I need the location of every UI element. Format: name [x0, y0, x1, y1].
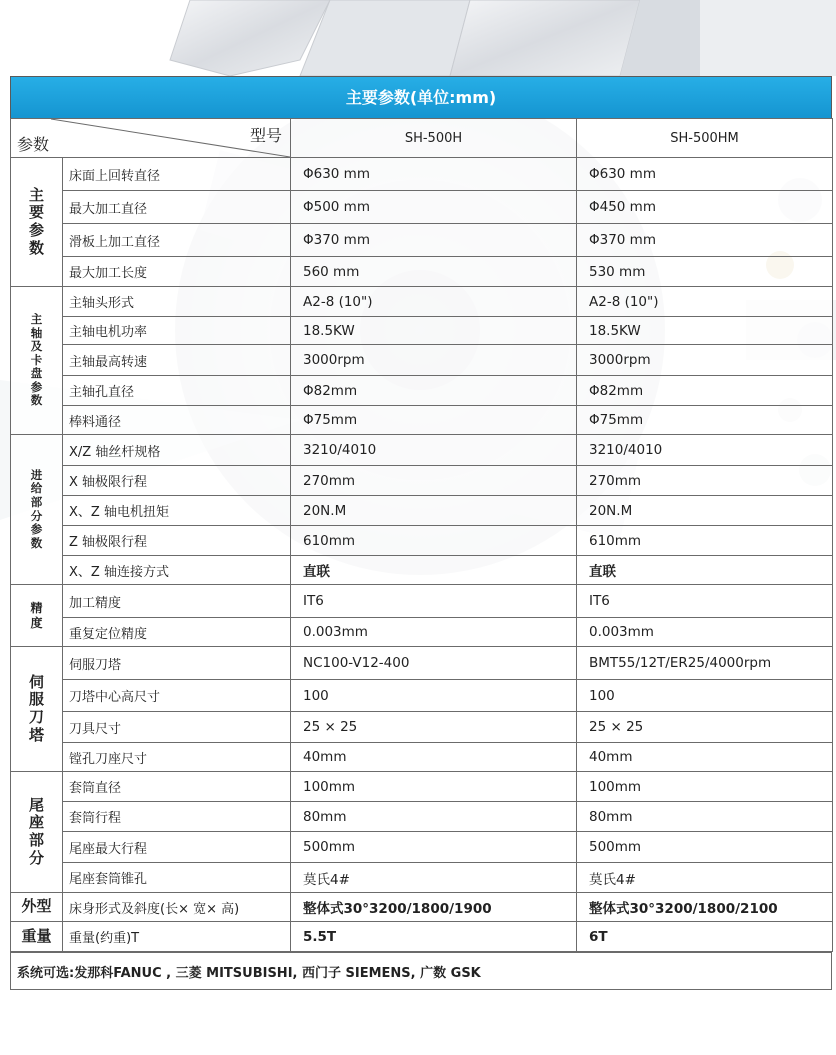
model-header-2: SH-500HM — [577, 119, 833, 158]
parameter-name-cell: 主轴孔直径 — [63, 376, 291, 406]
parameter-corner-label: 参数 — [17, 135, 50, 154]
parameter-name-cell: 床身形式及斜度(长× 宽× 高) — [63, 893, 291, 922]
spec-row — [11, 345, 833, 376]
model-header-1: SH-500H — [291, 119, 577, 158]
spec-row — [11, 832, 833, 863]
sh-500h-value-cell: 莫氏4# — [291, 863, 577, 893]
parameter-name-cell: 棒料通径 — [63, 406, 291, 435]
parameter-name-cell: 滑板上加工直径 — [63, 224, 291, 257]
spec-row — [11, 922, 833, 952]
sh-500hm-value-cell: 整体式30°3200/1800/2100 — [577, 893, 833, 922]
sh-500hm-value-cell: 100mm — [577, 772, 833, 802]
spec-row — [11, 191, 833, 224]
sh-500hm-value-cell: IT6 — [577, 585, 833, 618]
spec-row — [11, 802, 833, 832]
spec-table — [10, 118, 833, 952]
group-label-cell — [11, 435, 63, 585]
sh-500h-value-cell: Φ370 mm — [291, 224, 577, 257]
sh-500hm-value-cell: 100 — [577, 680, 833, 712]
parameter-name-cell: 尾座套筒锥孔 — [63, 863, 291, 893]
parameter-name-cell: 主轴头形式 — [63, 287, 291, 317]
spec-row — [11, 647, 833, 680]
sh-500hm-value-cell: A2-8 (10") — [577, 287, 833, 317]
spec-row — [11, 466, 833, 496]
group-label: 外型 — [21, 897, 52, 916]
parameter-name-cell: 最大加工直径 — [63, 191, 291, 224]
sh-500hm-value-cell: 270mm — [577, 466, 833, 496]
spec-row — [11, 772, 833, 802]
group-label-cell — [11, 287, 63, 435]
sh-500h-value-cell: 270mm — [291, 466, 577, 496]
parameter-name-cell: 套筒直径 — [63, 772, 291, 802]
spec-row — [11, 893, 833, 922]
parameter-name-cell: 尾座最大行程 — [63, 832, 291, 863]
group-label: 进给部分参数 — [30, 467, 43, 550]
spec-row — [11, 158, 833, 191]
spec-row — [11, 406, 833, 435]
spec-sheet — [10, 76, 832, 990]
sh-500hm-value-cell: BMT55/12T/ER25/4000rpm — [577, 647, 833, 680]
sh-500hm-value-cell: 莫氏4# — [577, 863, 833, 893]
spec-row — [11, 712, 833, 743]
sh-500h-value-cell: IT6 — [291, 585, 577, 618]
parameter-name-cell: 主轴电机功率 — [63, 317, 291, 345]
spec-row — [11, 435, 833, 466]
group-label-cell — [11, 585, 63, 647]
sh-500h-value-cell: 18.5KW — [291, 317, 577, 345]
sh-500hm-value-cell: 80mm — [577, 802, 833, 832]
group-label: 精度 — [30, 601, 43, 630]
header-row — [11, 119, 833, 158]
sh-500h-value-cell: 20N.M — [291, 496, 577, 526]
group-label-cell — [11, 647, 63, 772]
spec-row — [11, 863, 833, 893]
footer-table — [10, 952, 832, 990]
group-label: 主要参数 — [29, 185, 45, 257]
parameter-name-cell: 重量(约重)T — [63, 922, 291, 952]
sh-500hm-value-cell: 18.5KW — [577, 317, 833, 345]
sh-500h-value-cell: 5.5T — [291, 922, 577, 952]
sh-500h-value-cell: 100mm — [291, 772, 577, 802]
sh-500h-value-cell: 整体式30°3200/1800/1900 — [291, 893, 577, 922]
sh-500h-value-cell: 500mm — [291, 832, 577, 863]
parameter-name-cell: X、Z 轴电机扭矩 — [63, 496, 291, 526]
parameter-name-cell: Z 轴极限行程 — [63, 526, 291, 556]
sh-500h-value-cell: 0.003mm — [291, 618, 577, 647]
parameter-name-cell: X 轴极限行程 — [63, 466, 291, 496]
parameter-name-cell: 加工精度 — [63, 585, 291, 618]
sh-500hm-value-cell: Φ75mm — [577, 406, 833, 435]
diagonal-header-cell — [11, 119, 291, 158]
parameter-name-cell: 刀塔中心高尺寸 — [63, 680, 291, 712]
spec-row — [11, 496, 833, 526]
sh-500h-value-cell: Φ75mm — [291, 406, 577, 435]
diagonal-line — [11, 119, 291, 157]
parameter-name-cell: 镗孔刀座尺寸 — [63, 743, 291, 772]
spec-row — [11, 585, 833, 618]
sh-500h-value-cell: 25 × 25 — [291, 712, 577, 743]
group-label: 主轴及卡盘参数 — [30, 312, 43, 408]
sh-500h-value-cell: 直联 — [291, 556, 577, 585]
sh-500hm-value-cell: Φ370 mm — [577, 224, 833, 257]
spec-row — [11, 556, 833, 585]
sh-500h-value-cell: 3210/4010 — [291, 435, 577, 466]
sh-500hm-value-cell: 直联 — [577, 556, 833, 585]
group-label: 伺服刀塔 — [29, 672, 45, 744]
parameter-name-cell: 刀具尺寸 — [63, 712, 291, 743]
sh-500h-value-cell: 40mm — [291, 743, 577, 772]
sh-500h-value-cell: 610mm — [291, 526, 577, 556]
sh-500h-value-cell: 80mm — [291, 802, 577, 832]
spec-row — [11, 526, 833, 556]
spec-table-body — [11, 119, 833, 952]
spec-row — [11, 680, 833, 712]
sh-500hm-value-cell: Φ630 mm — [577, 158, 833, 191]
sh-500hm-value-cell: 3210/4010 — [577, 435, 833, 466]
spec-row — [11, 224, 833, 257]
parameter-name-cell: X/Z 轴丝杆规格 — [63, 435, 291, 466]
sh-500h-value-cell: 3000rpm — [291, 345, 577, 376]
sh-500hm-value-cell: 20N.M — [577, 496, 833, 526]
sh-500h-value-cell: NC100-V12-400 — [291, 647, 577, 680]
sh-500hm-value-cell: Φ450 mm — [577, 191, 833, 224]
parameter-name-cell: 伺服刀塔 — [63, 647, 291, 680]
spec-table-title: 主要参数(单位:mm) — [10, 76, 832, 118]
sh-500hm-value-cell: 610mm — [577, 526, 833, 556]
group-label-cell — [11, 922, 63, 952]
spec-row — [11, 317, 833, 345]
spec-row — [11, 376, 833, 406]
group-label: 尾座部分 — [29, 795, 45, 867]
model-corner-label: 型号 — [249, 126, 282, 145]
sh-500hm-value-cell: 3000rpm — [577, 345, 833, 376]
parameter-name-cell: 床面上回转直径 — [63, 158, 291, 191]
group-label-cell — [11, 772, 63, 893]
sh-500hm-value-cell: 25 × 25 — [577, 712, 833, 743]
spec-row — [11, 743, 833, 772]
parameter-name-cell: 套筒行程 — [63, 802, 291, 832]
sh-500hm-value-cell: 530 mm — [577, 257, 833, 287]
parameter-name-cell: 重复定位精度 — [63, 618, 291, 647]
control-system-note: 系统可选:发那科FANUC , 三菱 MITSUBISHI, 西门子 SIEMENS, 广数 GSK — [11, 953, 832, 990]
spec-row — [11, 618, 833, 647]
parameter-name-cell: X、Z 轴连接方式 — [63, 556, 291, 585]
sh-500h-value-cell: A2-8 (10") — [291, 287, 577, 317]
sh-500hm-value-cell: 40mm — [577, 743, 833, 772]
sh-500h-value-cell: Φ630 mm — [291, 158, 577, 191]
group-label: 重量 — [21, 926, 52, 945]
sh-500h-value-cell: 560 mm — [291, 257, 577, 287]
sh-500h-value-cell: 100 — [291, 680, 577, 712]
group-label-cell — [11, 158, 63, 287]
sh-500hm-value-cell: 6T — [577, 922, 833, 952]
sh-500h-value-cell: Φ500 mm — [291, 191, 577, 224]
sh-500hm-value-cell: 0.003mm — [577, 618, 833, 647]
sh-500hm-value-cell: Φ82mm — [577, 376, 833, 406]
spec-row — [11, 287, 833, 317]
spec-row — [11, 257, 833, 287]
parameter-name-cell: 最大加工长度 — [63, 257, 291, 287]
sh-500hm-value-cell: 500mm — [577, 832, 833, 863]
group-label-cell — [11, 893, 63, 922]
parameter-name-cell: 主轴最高转速 — [63, 345, 291, 376]
sh-500h-value-cell: Φ82mm — [291, 376, 577, 406]
